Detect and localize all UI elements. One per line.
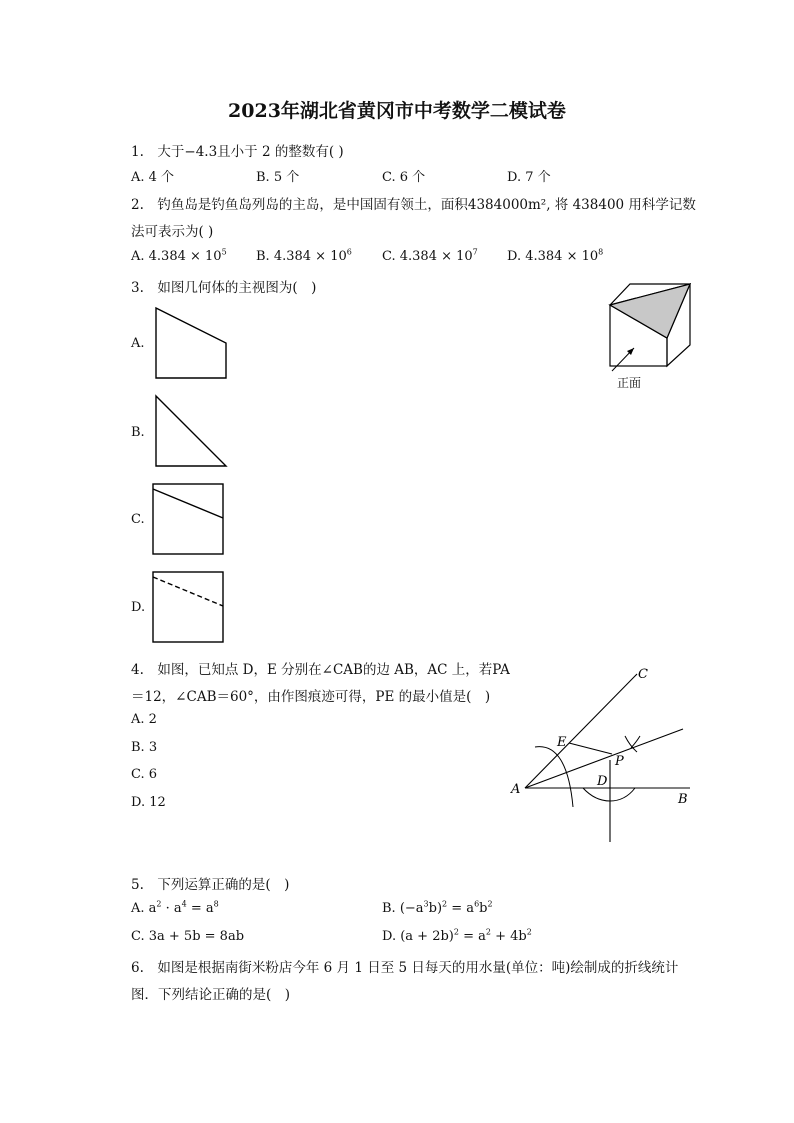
- point-e-label: E: [557, 735, 567, 750]
- question-1-stem: 1. 大于−4.3且小于 2 的整数有( ): [131, 144, 344, 160]
- q1-option-d: D. 7 个: [507, 170, 551, 185]
- q3-option-c-figure: [151, 482, 226, 557]
- q2-option-a: A. $4.384 \times 10^5$: [131, 247, 227, 264]
- question-4-stem-line1: 4. 如图，已知点 D，E 分别在∠CAB的边 AB，AC 上，若PA: [131, 662, 510, 678]
- question-6-stem-line1: 6. 如图是根据南街米粉店今年 6 月 1 日至 5 日每天的用水量(单位：吨)绘制成的折线统计: [131, 960, 679, 976]
- q1-option-c: C. 6 个: [382, 170, 426, 185]
- q2-option-c: C. $4.384 \times 10^7$: [382, 247, 478, 264]
- q3-option-b-figure: [154, 394, 229, 469]
- q4-option-c: C. 6: [131, 767, 158, 782]
- q4-option-a: A. 2: [131, 712, 157, 727]
- question-2-stem-line2: 法可表示为( ): [131, 224, 214, 240]
- page-title: 2023年湖北省黄冈市中考数学二模试卷: [228, 100, 566, 122]
- point-d-label: D: [597, 774, 608, 789]
- question-4-stem-line2: ＝12，∠CAB＝60°，由作图痕迹可得，PE 的最小值是( ): [131, 689, 491, 705]
- q5-option-b: B. $(-a^3b)^2 = a^6b^2$: [382, 899, 493, 916]
- point-p-label: P: [615, 754, 624, 769]
- q4-option-d: D. 12: [131, 795, 166, 810]
- q3-option-a-label: A.: [131, 336, 145, 351]
- q5-option-c: C. 3a + 5b = 8ab: [131, 929, 245, 944]
- question-6-stem-line2: 图．下列结论正确的是( ): [131, 987, 291, 1003]
- question-3-stem: 3. 如图几何体的主视图为( ): [131, 280, 317, 296]
- q3-solid-figure: [600, 278, 700, 393]
- q5-option-a: A. $a^2 \cdot a^4 = a^8$: [131, 899, 219, 916]
- point-a-label: A: [511, 782, 521, 797]
- q3-option-a-figure: [154, 306, 229, 381]
- q4-option-b: B. 3: [131, 740, 158, 755]
- q3-option-d-label: D.: [131, 600, 146, 615]
- q2-option-b: B. $4.384 \times 10^6$: [256, 247, 352, 264]
- point-c-label: C: [638, 667, 648, 682]
- q2-option-d: D. $4.384 \times 10^8$: [507, 247, 604, 264]
- q5-option-d: D. $(a + 2b)^2 = a^2 + 4b^2$: [382, 927, 532, 944]
- question-5-stem: 5. 下列运算正确的是( ): [131, 877, 290, 893]
- q3-option-c-label: C.: [131, 512, 145, 527]
- q4-geometry-figure: [505, 660, 700, 850]
- q3-option-b-label: B.: [131, 425, 145, 440]
- point-b-label: B: [678, 792, 688, 807]
- front-view-label: 正面: [617, 376, 642, 390]
- q3-option-d-figure: [151, 570, 226, 645]
- q1-option-b: B. 5 个: [256, 170, 300, 185]
- q1-option-a: A. 4 个: [131, 170, 175, 185]
- question-2-stem-line1: 2. 钓鱼岛是钓鱼岛列岛的主岛，是中国固有领土，面积4384000m², 将 438400 用科学记数: [131, 197, 696, 213]
